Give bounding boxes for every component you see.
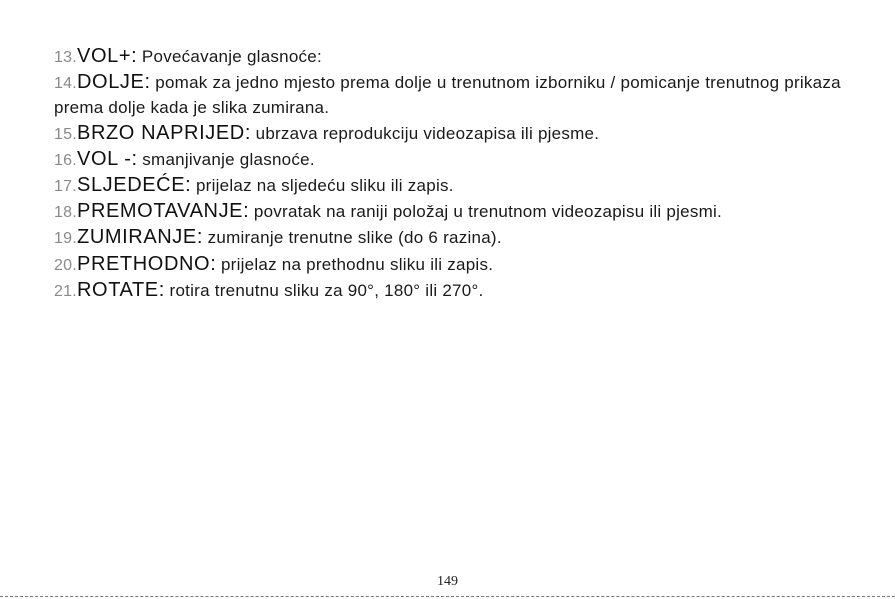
item-keyword: VOL - <box>77 147 132 170</box>
list-item-premotavanje <box>54 199 854 225</box>
list-item-dolje <box>54 70 854 120</box>
item-number: 19. <box>54 230 77 248</box>
item-colon: : <box>131 147 138 170</box>
item-description: smanjivanje glasnoće. <box>137 149 315 169</box>
item-keyword: SLJEDEĆE <box>77 174 186 197</box>
item-colon: : <box>185 174 191 197</box>
item-colon: : <box>196 226 203 249</box>
item-description: pomak za jedno mjesto prema dolje u trenutnom izborniku / pomicanje trenutnog prikaza prema dolje kada je slika zumirana. <box>54 73 841 118</box>
list-item-rotate <box>54 278 854 304</box>
item-keyword: BRZO NAPRIJED <box>77 121 245 144</box>
item-keyword: ZUMIRANJE <box>77 226 197 249</box>
list-item-prethodno <box>54 252 854 278</box>
item-keyword: VOL+ <box>77 45 132 67</box>
item-number: 15. <box>54 125 77 143</box>
item-description: ubrzava reprodukciju videozapisa ili pjesme. <box>250 123 600 143</box>
item-colon: : <box>243 200 249 223</box>
item-keyword: PRETHODNO <box>77 252 211 275</box>
list-item-zumiranje <box>54 225 854 251</box>
page-number: 149 <box>437 574 458 589</box>
item-number: 17. <box>54 178 77 196</box>
item-colon: : <box>210 252 216 275</box>
item-number: 14. <box>54 75 77 93</box>
item-keyword: DOLJE <box>77 71 145 94</box>
item-number: 16. <box>54 151 77 169</box>
item-number: 13. <box>54 49 77 66</box>
item-colon: : <box>244 121 251 144</box>
item-keyword: PREMOTAVANJE <box>77 200 244 223</box>
item-colon: : <box>131 45 137 67</box>
item-description: Povećavanje glasnoće: <box>136 47 322 66</box>
item-description: prijelaz na sljedeću sliku ili zapis. <box>190 176 454 196</box>
page-bottom-divider <box>0 596 895 597</box>
item-number: 20. <box>54 256 77 274</box>
item-colon: : <box>144 71 151 94</box>
item-description: rotira trenutnu sliku za 90°, 180° ili 270°. <box>164 280 484 300</box>
item-colon: : <box>158 278 165 301</box>
item-number: 21. <box>54 282 77 300</box>
item-number: 18. <box>54 204 77 222</box>
list-item-sljedece <box>54 173 854 199</box>
list-item-brzo-naprijed <box>54 121 854 147</box>
item-description: zumiranje trenutne slike (do 6 razina). <box>202 228 502 248</box>
item-description: povratak na raniji položaj u trenutnom videozapisu ili pjesmi. <box>248 202 723 222</box>
item-keyword: ROTATE <box>77 278 159 301</box>
item-description: prijelaz na prethodnu sliku ili zapis. <box>216 254 494 274</box>
list-item-vol-minus <box>54 147 854 173</box>
list-item-vol-plus <box>54 44 854 70</box>
button-description-list <box>54 44 854 304</box>
